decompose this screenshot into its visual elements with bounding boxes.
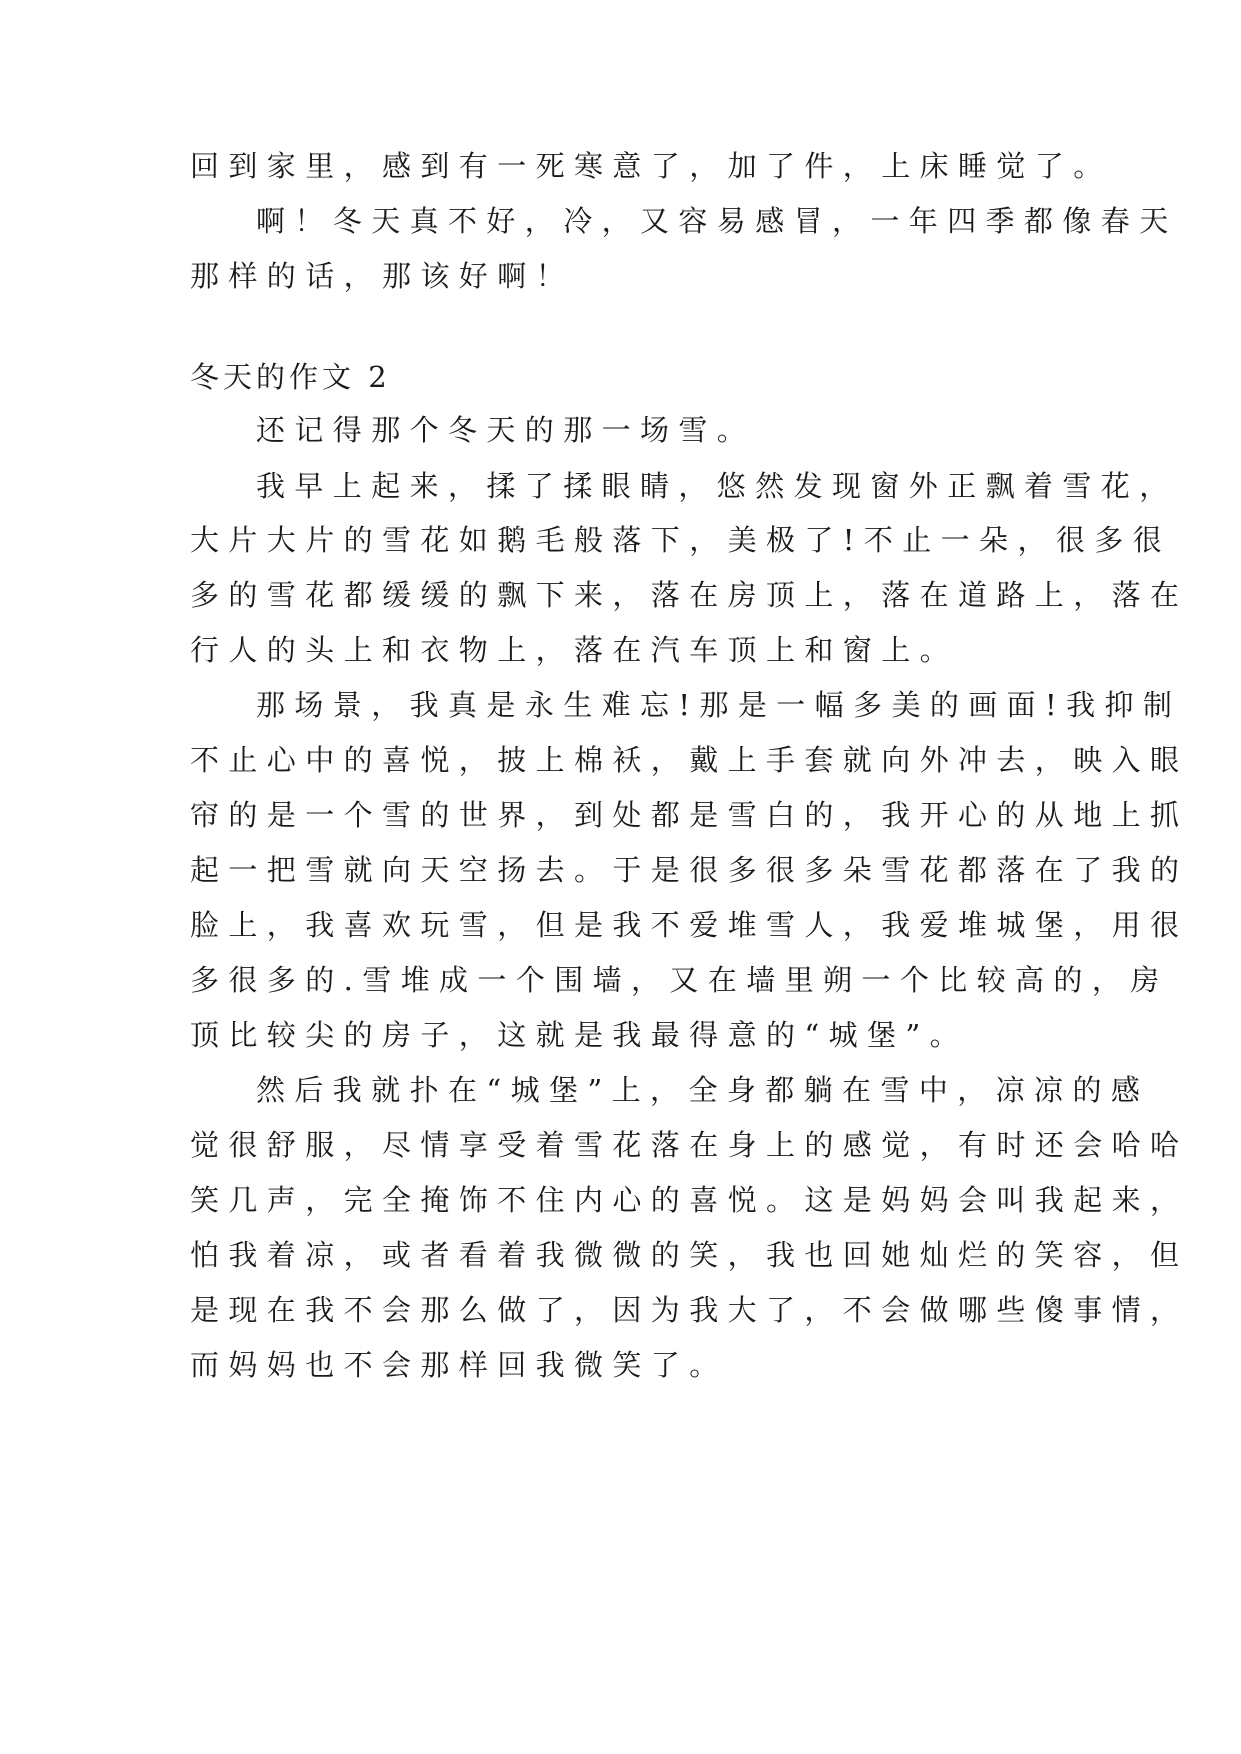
- paragraph-line: 啊！冬天真不好，冷，又容易感冒，一年四季都像春天: [256, 204, 1178, 238]
- paragraph-line: 多很多的.雪堆成一个围墙，又在墙里朔一个比较高的，房: [190, 963, 1169, 997]
- paragraph-line: 怕我着凉，或者看着我微微的笑，我也回她灿烂的笑容，但: [190, 1238, 1189, 1272]
- paragraph-line: 行人的头上和衣物上，落在汽车顶上和窗上。: [190, 633, 959, 667]
- paragraph-line: 我早上起来，揉了揉眼睛，悠然发现窗外正飘着雪花，: [256, 469, 1178, 503]
- paragraph-line: 那样的话，那该好啊！: [190, 259, 575, 293]
- paragraph-line: 那场景，我真是永生难忘!那是一幅多美的画面!我抑制: [256, 688, 1182, 722]
- paragraph-line: 不止心中的喜悦，披上棉袄，戴上手套就向外冲去，映入眼: [190, 743, 1189, 777]
- paragraph-line: 多的雪花都缓缓的飘下来，落在房顶上，落在道路上，落在: [190, 578, 1189, 612]
- paragraph-line: 帘的是一个雪的世界，到处都是雪白的，我开心的从地上抓: [190, 798, 1189, 832]
- paragraph-line: 大片大片的雪花如鹅毛般落下，美极了!不止一朵，很多很: [190, 523, 1172, 557]
- paragraph-line: 觉很舒服，尽情享受着雪花落在身上的感觉，有时还会哈哈: [190, 1128, 1189, 1162]
- paragraph-line: 然后我就扑在“城堡”上，全身都躺在雪中，凉凉的感: [256, 1073, 1150, 1107]
- paragraph-line: 顶比较尖的房子，这就是我最得意的“城堡”。: [190, 1018, 969, 1052]
- paragraph-line: 还记得那个冬天的那一场雪。: [256, 413, 756, 447]
- paragraph-line: 而妈妈也不会那样回我微笑了。: [190, 1348, 728, 1382]
- paragraph-line: 笑几声，完全掩饰不住内心的喜悦。这是妈妈会叫我起来，: [190, 1183, 1189, 1217]
- paragraph-line: 脸上，我喜欢玩雪，但是我不爱堆雪人，我爱堆城堡，用很: [190, 908, 1189, 942]
- paragraph-line: 起一把雪就向天空扬去。于是很多很多朵雪花都落在了我的: [190, 853, 1189, 887]
- paragraph-line: 是现在我不会那么做了，因为我大了，不会做哪些傻事情，: [190, 1293, 1189, 1327]
- section-title: 冬天的作文 2: [190, 360, 391, 394]
- paragraph-line: 回到家里，感到有一死寒意了，加了件，上床睡觉了。: [190, 149, 1112, 183]
